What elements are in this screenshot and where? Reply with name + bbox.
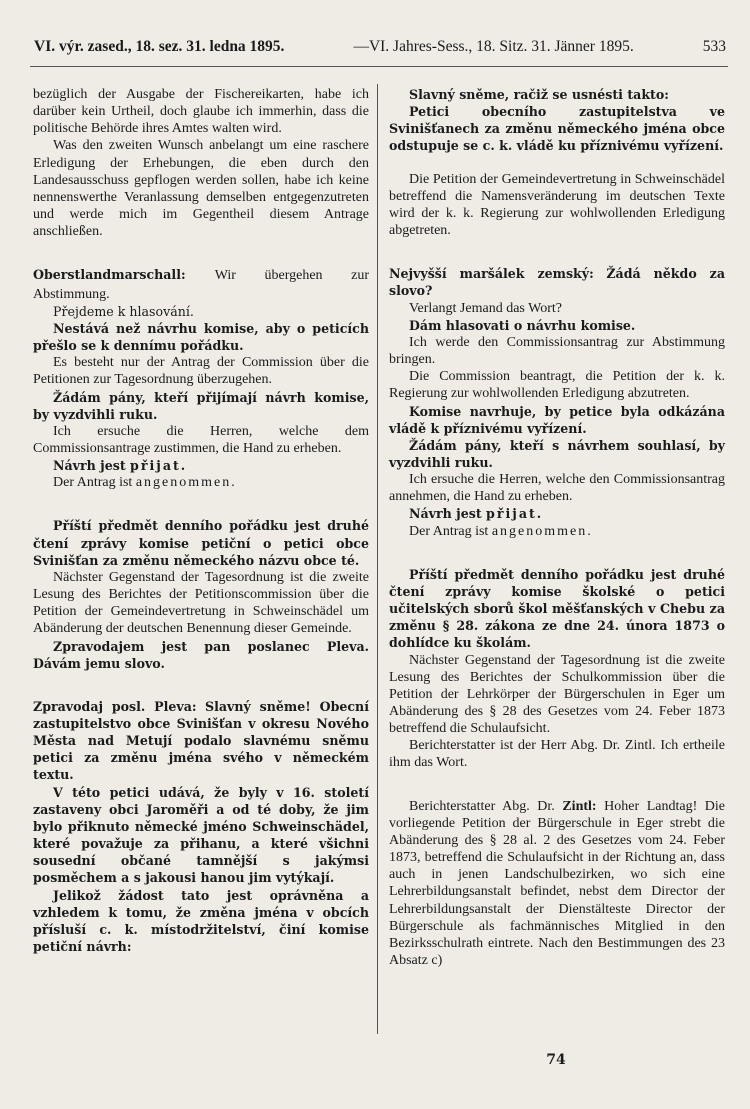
speaker-name: Oberstlandmarschall:	[33, 267, 186, 283]
paragraph: Verlangt Jemand das Wort?	[409, 300, 562, 316]
motion-text: Návrh jest	[409, 506, 482, 522]
paragraph: bezüglich der Ausgabe der Fischereikarten, habe ich darüber kein Urtheil, doch glaube ich immerhin, dass die politische Behörde ihres Amtes walten wird.	[33, 87, 369, 137]
left-column	[33, 86, 369, 955]
column-divider	[377, 84, 378, 1034]
speech-text: Žádá někdo za slovo?	[389, 266, 725, 299]
motion-result: přijat.	[130, 458, 188, 474]
paragraph: Ich ersuche die Herren, welche den Commissionsantrag annehmen, die Hand zu erheben.	[389, 472, 725, 505]
paragraph: Was den zweiten Wunsch anbelangt um eine raschere Erledigung der Erhebungen, die eben durch den Landesausschuss gepflogen werden sollen, habe ich keine nennenswerthe Veranlassung demselben entgegenzutreten und werde mich im Gegentheil diesem Antrage anschließen.	[33, 138, 369, 240]
paragraph	[33, 474, 369, 491]
right-column	[389, 86, 725, 969]
paragraph: Die Commission beantragt, die Petition der k. k. Regierung zur wohlwollenden Erledigung abzutreten.	[389, 369, 725, 402]
header-rule	[30, 66, 728, 67]
speaker-name: Nejvyšší maršálek zemský:	[389, 266, 594, 282]
paragraph: Komise navrhuje, by petice byla odkázána vládě k příznivému vyřízení.	[389, 403, 725, 436]
paragraph	[389, 523, 725, 540]
speech-text: Slavný sněme! Obecní zastupitelstvo obce Svinišťan v okresu Nového Města nad Metují podalo slavnému sněmu petici za změnu jména svého v německém textu.	[33, 698, 369, 783]
speech	[389, 798, 725, 970]
paragraph: Ich werde den Commissionsantrag zur Abstimmung bringen.	[389, 334, 725, 368]
page-number: 533	[702, 38, 726, 55]
paragraph: Nestává než návrhu komise, aby o peticích přešlo se k dennímu pořádku.	[33, 320, 369, 354]
motion-result: angenommen.	[135, 475, 237, 491]
paragraph: Es besteht nur der Antrag der Commission über die Petitionen zur Tagesordnung überzugehen.	[33, 355, 369, 388]
motion-result: přijat.	[486, 506, 544, 522]
speech-text: Hoher Landtag! Die vorliegende Petition der Bürgerschule in Eger strebt die Abänderung des § 28 al. 2 des Gesetzes vom 24. Feber 1873, betreffend die Schulaufsicht in der Richtung an, dass auch in jenen Landschulbezirken, wo sich eine Lehrerbildungsanstalt befindet, nebst dem Director der Lehrerbildungsanstalt der Dienstälteste Director der Bürgerschule als fachmännisches Mitglied in den Bezirksschulrath eintrete. Nach den Bestimmungen des 23 Absatz c)	[389, 798, 726, 969]
header-left: VI. výr. zased., 18. sez. 31. ledna 1895.	[34, 38, 285, 55]
paragraph: Jelikož žádost tato jest oprávněna a vzhledem k tomu, že změna jména v obcích přísluší c. k. místodržitelství, činí komise petiční návrh:	[33, 887, 369, 955]
speaker-name: Zpravodaj posl. Pleva:	[33, 698, 197, 714]
paragraph: Nächster Gegenstand der Tagesordnung ist die zweite Lesung des Berichtes der Schulkommission über die Petition der Lehrkörper der Bürgerschulen in Eger um Abänderung des § 28 des Gesetzes vom 24. Feber 1873 betreffend die Schulaufsicht.	[389, 652, 725, 737]
paragraph	[33, 457, 369, 474]
paragraph: Příští předmět denního pořádku jest druhé čtení zprávy komise školské o petici učitelských sborů škol měšťanských v Chebu za změnu § 28. zákona ze dne 24. února 1873 o dohlídce ku školám.	[389, 566, 725, 651]
paragraph: Ich ersuche die Herren, welche dem Commissionsantrage zustimmen, die Hand zu erheben.	[33, 423, 369, 456]
paragraph: Přejdeme k hlasování.	[53, 303, 194, 319]
speech	[389, 265, 725, 299]
paragraph: V této petici udává, že byly v 16. století zastaveny obci Jaroměři a od té doby, že jim bylo přiknuto německé jméno Schweinschädel, které považuje za přihanu, a které všichni sousední občané tamnější s jakýmsi posměchem a s jakousi hanou jim vytýkají.	[33, 784, 369, 886]
motion-text: Der Antrag ist	[409, 523, 489, 539]
paragraph: Dám hlasovati o návrhu komise.	[409, 317, 636, 333]
sheet-number: 74	[546, 1052, 566, 1068]
speech-text: Wir übergehen zur Abstimmung.	[33, 268, 369, 302]
speech	[33, 266, 369, 302]
header-right: —VI. Jahres-Sess., 18. Sitz. 31. Jänner 1895.	[353, 38, 634, 55]
speaker-name: Zintl:	[562, 798, 597, 814]
paragraph: Nächster Gegenstand der Tagesordnung ist die zweite Lesung des Berichtes der Petitionscommission über die Petition der Gemeindevertretung in Schweinschädel um Abänderung der deutschen Benennung dieser Gemeinde.	[33, 569, 369, 637]
speech	[33, 698, 369, 784]
paragraph: Berichterstatter ist der Herr Abg. Dr. Zintl. Ich ertheile ihm das Wort.	[389, 738, 725, 771]
motion-text: Der Antrag ist	[53, 475, 133, 491]
paragraph: Žádám pány, kteří přijímají návrh komise, by vyzdvihli ruku.	[33, 389, 369, 422]
motion-result: angenommen.	[491, 523, 593, 539]
paragraph: Žádám pány, kteří s návrhem souhlasí, by vyzdvihli ruku.	[389, 437, 725, 470]
paragraph: Die Petition der Gemeindevertretung in Schweinschädel betreffend die Namensveränderung im deutschen Texte wird der k. k. Regierung zur wohlwollenden Erledigung abgetreten.	[389, 171, 725, 239]
paragraph: Slavný sněme, račiž se usnésti takto:	[409, 87, 669, 102]
paragraph	[389, 505, 725, 522]
speaker-title: Berichterstatter Abg. Dr.	[409, 798, 555, 814]
running-header	[34, 38, 726, 56]
motion-text: Návrh jest	[53, 458, 126, 474]
paragraph: Zpravodajem jest pan poslanec Pleva. Dávám jemu slovo.	[33, 638, 369, 671]
paragraph: Příští předmět denního pořádku jest druhé čtení zprávy komise petiční o petici obce Svinišťan za změnu německého názvu obce té.	[33, 518, 369, 568]
paragraph: Petici obecního zastupitelstva ve Svinišťanech za změnu německého jména obce odstupuje se c. k. vládě ku příznivému vyřízení.	[389, 104, 725, 154]
